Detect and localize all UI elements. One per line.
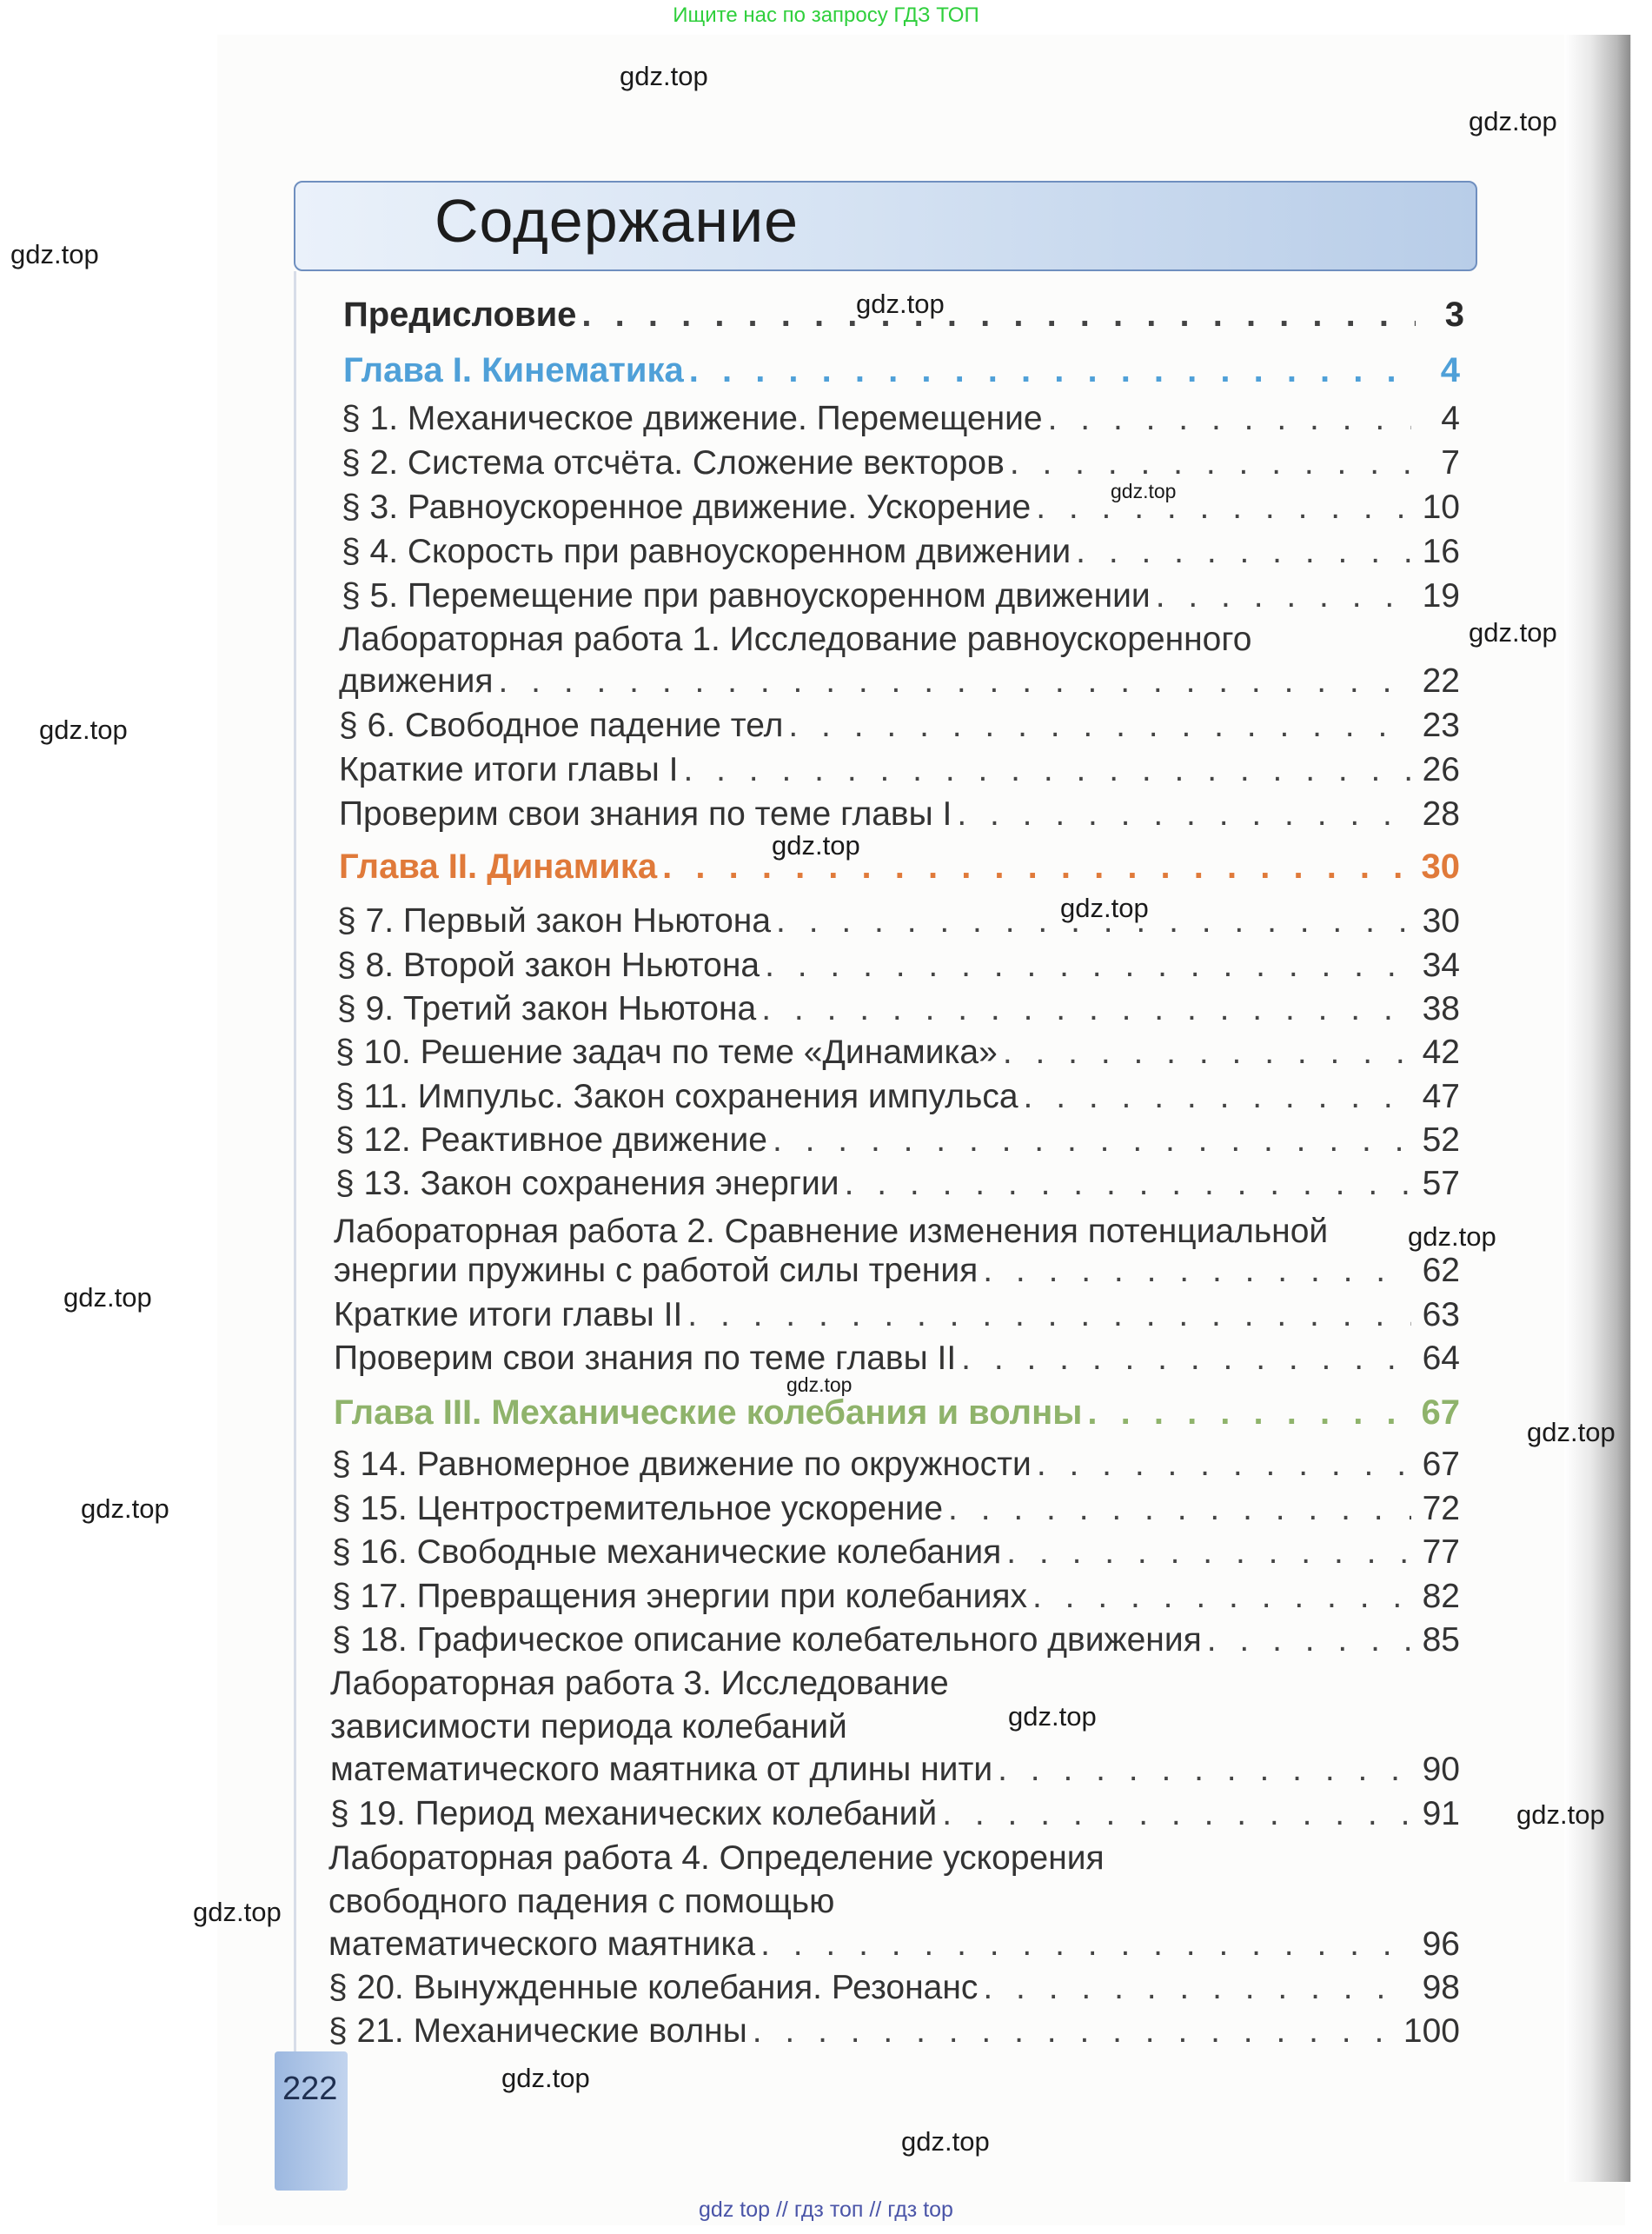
toc-entry-chapter-2: Глава II. Динамика . . . 30	[339, 848, 1460, 887]
watermark: gdz.top	[1469, 617, 1557, 648]
watermark: gdz.top	[193, 1897, 282, 1927]
toc-entry-section-12: § 12. Реактивное движение . . . 52	[335, 1121, 1460, 1160]
toc-entry-section-7: § 7. Первый закон Ньютона . . . 30	[337, 902, 1460, 941]
watermark: gdz.top	[620, 61, 708, 91]
top-banner[interactable]: Ищите нас по запросу ГДЗ ТОП	[673, 3, 979, 27]
toc-entry-lab-4-line-1: Лабораторная работа 4. Определение ускорения	[328, 1839, 1105, 1877]
toc-entry-section-5: § 5. Перемещение при равноускоренном движении . . . 19	[342, 577, 1460, 615]
watermark: gdz.top	[786, 1373, 853, 1396]
toc-entry-test-2: Проверим свои знания по теме главы II . . . 64	[334, 1340, 1460, 1378]
toc-entry-section-4: § 4. Скорость при равноускоренном движении . . . 16	[342, 533, 1460, 571]
toc-entry-section-14: § 14. Равномерное движение по окружности . . . 67	[332, 1446, 1460, 1484]
leader-dots	[581, 296, 1416, 335]
watermark: gdz.top	[1408, 1221, 1496, 1252]
toc-entry-test-1: Проверим свои знания по теме главы I . . . 28	[339, 795, 1460, 834]
toc-entry-section-18: § 18. Графическое описание колебательного движения . . . 85	[332, 1621, 1460, 1659]
toc-entry-section-1: § 1. Механическое движение. Перемещение . . . 4	[342, 400, 1460, 438]
page-gutter-shadow	[1564, 35, 1652, 2182]
toc-entry-lab-3: математического маятника от длины нити . . . 90	[330, 1751, 1460, 1789]
watermark: gdz.top	[501, 2063, 590, 2093]
watermark: gdz.top	[1516, 1799, 1605, 1830]
leader-dots	[689, 351, 1411, 390]
toc-entry-section-19: § 19. Период механических колебаний . . . 91	[330, 1795, 1460, 1833]
toc-entry-section-11: § 11. Импульс. Закон сохранения импульса . . . 47	[335, 1078, 1460, 1116]
toc-entry-lab-1: движения . . . 22	[339, 662, 1460, 701]
toc-entry-summary-2: Краткие итоги главы II . . . 63	[334, 1296, 1460, 1334]
toc-entry-section-2: § 2. Система отсчёта. Сложение векторов . . . 7	[342, 444, 1460, 482]
toc-entry-lab-2-line-1: Лабораторная работа 2. Сравнение изменения потенциальной	[334, 1213, 1329, 1250]
watermark: gdz.top	[81, 1493, 169, 1524]
page-title: Содержание	[435, 187, 799, 255]
watermark: gdz.top	[1111, 480, 1177, 502]
watermark: gdz.top	[1469, 106, 1557, 136]
toc-entry-lab-4-line-2: свободного падения с помощью	[328, 1883, 835, 1920]
toc-entry-section-20: § 20. Вынужденные колебания. Резонанс . . . 98	[328, 1969, 1460, 2007]
watermark: gdz.top	[1008, 1701, 1097, 1732]
toc-entry-section-8: § 8. Второй закон Ньютона . . . 34	[337, 947, 1460, 985]
toc-entry-lab-2: энергии пружины с работой силы трения . . . 62	[334, 1252, 1460, 1290]
footer-links[interactable]: gdz top // гдз топ // гдз top	[699, 2197, 953, 2222]
toc-entry-lab-4: математического маятника . . . 96	[328, 1925, 1460, 1964]
watermark: gdz.top	[39, 715, 128, 745]
toc-entry-section-16: § 16. Свободные механические колебания . . . 77	[332, 1533, 1460, 1572]
page-number: 222	[282, 2071, 338, 2107]
toc-entry-chapter-1: Глава I. Кинематика . . . 4	[343, 351, 1460, 390]
watermark: gdz.top	[1060, 893, 1149, 923]
toc-entry-section-3: § 3. Равноускоренное движение. Ускорение . . . 10	[342, 489, 1460, 527]
toc-entry-section-10: § 10. Решение задач по теме «Динамика» . . . 42	[335, 1034, 1460, 1072]
toc-entry-section-17: § 17. Превращения энергии при колебаниях . . . 82	[332, 1578, 1460, 1616]
toc-entry-lab-3-line-1: Лабораторная работа 3. Исследование	[330, 1665, 949, 1702]
watermark: gdz.top	[10, 239, 99, 269]
toc-entry-section-15: § 15. Центростремительное ускорение . . . 72	[332, 1490, 1460, 1528]
toc-entry-lab-1-line-1: Лабораторная работа 1. Исследование равноускоренного	[339, 621, 1252, 658]
toc-entry-lab-3-line-2: зависимости периода колебаний	[330, 1708, 847, 1745]
toc-entry-preface: Предисловие . . . 3	[343, 296, 1464, 335]
toc-entry-section-21: § 21. Механические волны . . . 100	[328, 2012, 1460, 2051]
toc-entry-section-6: § 6. Свободное падение тел . . . 23	[339, 707, 1460, 745]
watermark: gdz.top	[1527, 1417, 1616, 1447]
watermark: gdz.top	[856, 289, 945, 319]
toc-entry-summary-1: Краткие итоги главы I . . . 26	[339, 751, 1460, 789]
watermark: gdz.top	[772, 830, 860, 861]
watermark: gdz.top	[901, 2126, 990, 2157]
watermark: gdz.top	[63, 1282, 152, 1313]
toc-entry-section-13: § 13. Закон сохранения энергии . . . 57	[335, 1165, 1460, 1203]
toc-entry-section-9: § 9. Третий закон Ньютона . . . 38	[337, 990, 1460, 1028]
toc-entry-chapter-3: Глава III. Механические колебания и волны . . . 67	[334, 1393, 1460, 1433]
leader-dots	[1087, 1393, 1411, 1433]
